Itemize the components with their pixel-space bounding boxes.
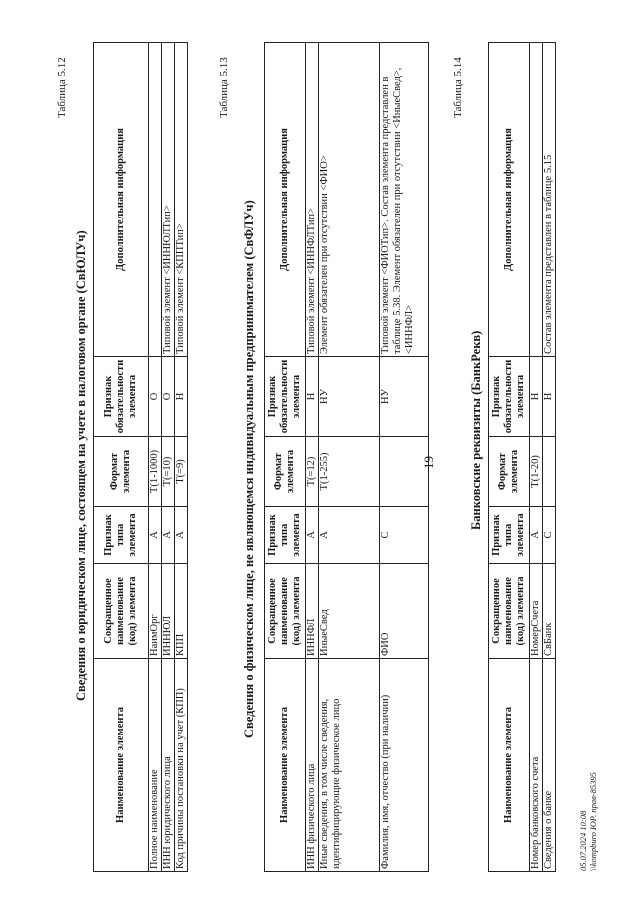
col-header: Сокращенное наименование (код) элемента — [94, 564, 149, 659]
col-header: Наименование элемента — [489, 659, 530, 872]
col-header: Наименование элемента — [94, 659, 149, 872]
element-type: С — [380, 507, 429, 564]
table-title-5-12: Сведения о юридическом лице, состоящем на учете в налоговом органе (СвЮЛУч) — [74, 230, 88, 701]
element-info: Типовой элемент <КППТип> — [175, 43, 188, 357]
footer-path: \\kompburo ЮР. прав-85395 — [588, 772, 598, 871]
col-header: Признак обязательности элемента — [94, 357, 149, 437]
table-5-12 — [93, 42, 188, 872]
col-header: Наименование элемента — [265, 659, 306, 872]
footer-stamp — [578, 772, 598, 871]
table-5-14 — [488, 42, 556, 872]
element-name: Код причины постановки на учет (КПП) — [175, 659, 188, 872]
element-type: С — [543, 507, 556, 564]
element-code: ФИО — [380, 564, 429, 659]
element-type: А — [162, 507, 175, 564]
col-header: Сокращенное наименование (код) элемента — [265, 564, 306, 659]
element-name: ИНН физического лица — [306, 659, 319, 872]
col-header: Дополнительная информация — [94, 43, 149, 357]
element-format: T(=9) — [175, 437, 188, 507]
element-type: А — [175, 507, 188, 564]
element-format: T(1-20) — [530, 437, 543, 507]
col-header: Признак обязательности элемента — [489, 357, 530, 437]
element-format — [380, 437, 429, 507]
footer-date: 05.07.2024 10:08 — [578, 810, 588, 871]
element-required: О — [149, 357, 162, 437]
element-type: А — [319, 507, 380, 564]
element-format: T(1-255) — [319, 437, 380, 507]
table-row — [380, 43, 429, 872]
col-header: Дополнительная информация — [489, 43, 530, 357]
element-info: Типовой элемент <ФИОТип>. Состав элемента представлен в таблице 5.38. Элемент обязателен при отсутствии <ИныеСвед>, <ИННФЛ> — [380, 43, 429, 357]
element-name: Номер банковского счета — [530, 659, 543, 872]
element-format: T(1-1000) — [149, 437, 162, 507]
table-row — [175, 43, 188, 872]
element-name: Сведения о банке — [543, 659, 556, 872]
element-code: НомерСчета — [530, 564, 543, 659]
col-header: Формат элемента — [489, 437, 530, 507]
element-required: Н — [175, 357, 188, 437]
table-row — [319, 43, 380, 872]
element-code: ИныеСвед — [319, 564, 380, 659]
element-info: Состав элемента представлен в таблице 5.15 — [543, 43, 556, 357]
element-code: НаимОрг — [149, 564, 162, 659]
header-row — [94, 43, 149, 872]
page-number: 19 — [421, 456, 436, 469]
col-header: Признак типа элемента — [94, 507, 149, 564]
col-header: Дополнительная информация — [265, 43, 306, 357]
table-row — [530, 43, 543, 872]
col-header: Признак типа элемента — [489, 507, 530, 564]
element-name: Фамилия, имя, отчество (при наличии) — [380, 659, 429, 872]
element-format: T(=10) — [162, 437, 175, 507]
element-required: НУ — [380, 357, 429, 437]
table-row — [306, 43, 319, 872]
col-header: Формат элемента — [265, 437, 306, 507]
table-caption-5-13: Таблица 5.13 — [218, 57, 230, 118]
table-title-5-13: Сведения о физическом лице, не являющемся индивидуальным предпринимателем (СвФЛУч) — [242, 200, 256, 738]
table-title-5-14: Банковские реквизиты (БанкРекв) — [469, 330, 483, 530]
element-info: Элемент обязателен при отсутствии <ФИО> — [319, 43, 380, 357]
element-name: Иные сведения, в том числе сведения, идентифицирующие физическое лицо — [319, 659, 380, 872]
header-row — [265, 43, 306, 872]
element-info: Типовой элемент <ИННФЛТип> — [306, 43, 319, 357]
element-info — [530, 43, 543, 357]
element-code: КПП — [175, 564, 188, 659]
element-required: Н — [306, 357, 319, 437]
col-header: Сокращенное наименование (код) элемента — [489, 564, 530, 659]
col-header: Признак обязательности элемента — [265, 357, 306, 437]
element-type: А — [149, 507, 162, 564]
element-type: А — [530, 507, 543, 564]
element-required: НУ — [319, 357, 380, 437]
element-format: T(=12) — [306, 437, 319, 507]
element-required: Н — [543, 357, 556, 437]
table-caption-5-12: Таблица 5.12 — [56, 57, 68, 118]
table-row — [149, 43, 162, 872]
element-name: ИНН юридического лица — [162, 659, 175, 872]
element-code: ИННЮЛ — [162, 564, 175, 659]
element-code: СвБанк — [543, 564, 556, 659]
element-info: Типовой элемент <ИННЮЛТип> — [162, 43, 175, 357]
element-code: ИННФЛ — [306, 564, 319, 659]
header-row — [489, 43, 530, 872]
table-5-13 — [264, 42, 429, 872]
element-required: О — [162, 357, 175, 437]
element-type: А — [306, 507, 319, 564]
table-row — [543, 43, 556, 872]
table-row — [162, 43, 175, 872]
col-header: Признак типа элемента — [265, 507, 306, 564]
table-caption-5-14: Таблица 5.14 — [452, 57, 464, 118]
element-name: Полное наименование — [149, 659, 162, 872]
element-format — [543, 437, 556, 507]
col-header: Формат элемента — [94, 437, 149, 507]
element-required: Н — [530, 357, 543, 437]
element-info — [149, 43, 162, 357]
